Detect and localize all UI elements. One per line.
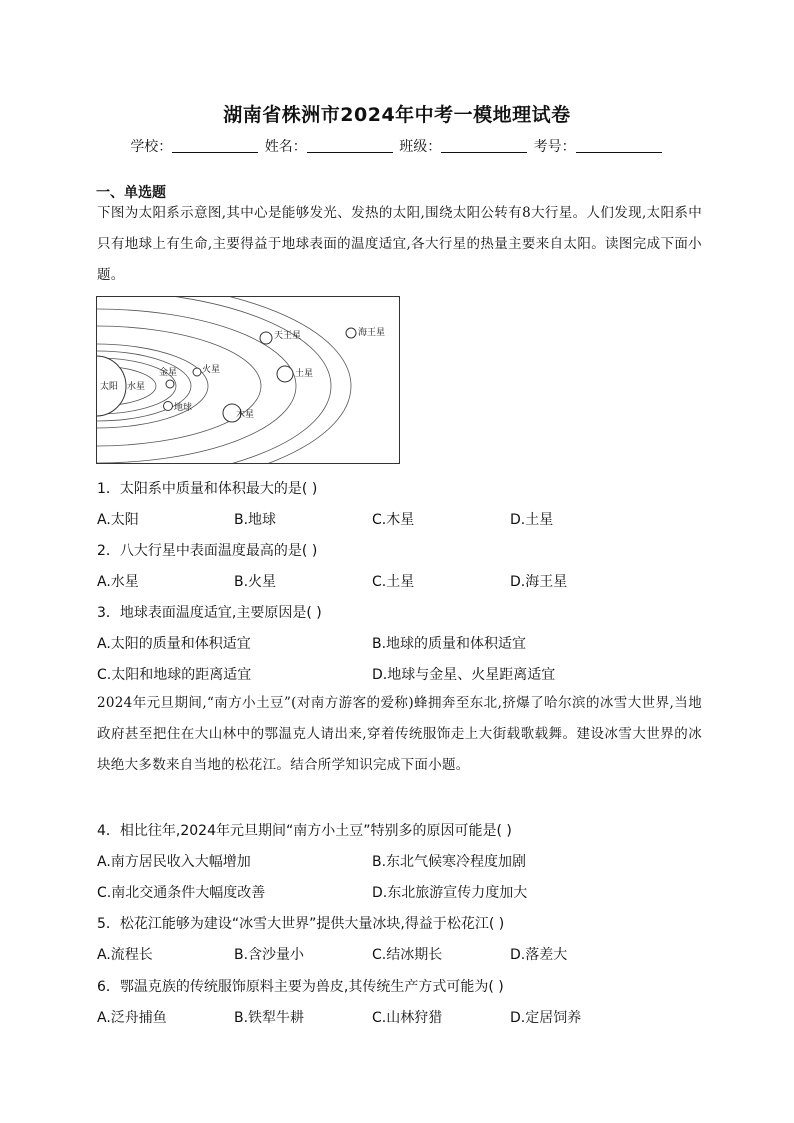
- section-heading: 一、单选题: [96, 185, 166, 201]
- label-uranus: 天王星: [274, 331, 302, 341]
- page-title: 湖南省株洲市2024年中考一模地理试卷: [223, 104, 571, 126]
- label-venus: 金星: [159, 368, 178, 378]
- q4-option-d[interactable]: D.东北旅游宣传力度加大: [372, 885, 528, 901]
- passage-2: 2024年元旦期间,“南方小土豆”(对南方游客的爱称)蜂拥奔至东北,挤爆了哈尔滨的冰雪大世界,当地政府甚至把住在大山林中的鄂温克人请出来,穿着传统服饰走上大街载歌载舞。建设冰雪大世界的冰块绝大多数来自当地的松花江。结合所学知识完成下面小题。: [97, 695, 702, 773]
- class-label: 班级：: [399, 139, 442, 155]
- planet-earth: [164, 402, 173, 411]
- label-saturn: 土星: [295, 369, 314, 379]
- q6-option-c[interactable]: C.山林狩猎: [372, 1010, 443, 1026]
- q3-option-c[interactable]: C.太阳和地球的距离适宜: [97, 667, 252, 683]
- q3-option-d[interactable]: D.地球与金星、火星距离适宜: [372, 667, 556, 683]
- q4-option-b[interactable]: B.东北气候寒冷程度加剧: [372, 854, 527, 870]
- diagram-frame: [97, 297, 400, 464]
- planet-saturn: [277, 366, 293, 382]
- q4-option-c[interactable]: C.南北交通条件大幅度改善: [97, 885, 266, 901]
- class-blank[interactable]: [441, 138, 527, 153]
- solar-system-diagram: [96, 296, 400, 464]
- q2-option-d[interactable]: D.海王星: [510, 574, 568, 590]
- q2-option-c[interactable]: C.土星: [372, 574, 415, 590]
- label-neptune: 海王星: [358, 328, 386, 338]
- q1-option-c[interactable]: C.木星: [372, 512, 415, 528]
- q1-option-a[interactable]: A.太阳: [97, 512, 139, 528]
- school-blank[interactable]: [172, 138, 258, 153]
- student-info-line: [0, 136, 794, 156]
- label-mercury: 水星: [127, 382, 146, 392]
- q5-option-d[interactable]: D.落差大: [510, 947, 568, 963]
- question-3: 3．地球表面温度适宜,主要原因是( ): [97, 605, 322, 621]
- name-label: 姓名：: [264, 139, 307, 155]
- q5-option-a[interactable]: A.流程长: [97, 947, 153, 963]
- planet-venus: [166, 380, 174, 388]
- q6-option-d[interactable]: D.定居饲养: [510, 1010, 582, 1026]
- school-label: 学校：: [130, 139, 173, 155]
- question-4: 4．相比往年,2024年元旦期间“南方小土豆”特别多的原因可能是( ): [97, 823, 512, 839]
- question-2: 2．八大行星中表面温度最高的是( ): [97, 543, 318, 559]
- q4-option-a[interactable]: A.南方居民收入大幅增加: [97, 854, 251, 870]
- q1-option-b[interactable]: B.地球: [234, 512, 277, 528]
- question-6: 6．鄂温克族的传统服饰原料主要为兽皮,其传统生产方式可能为( ): [97, 979, 504, 995]
- q1-option-d[interactable]: D.土星: [510, 512, 554, 528]
- number-blank[interactable]: [576, 138, 662, 153]
- planet-mars: [193, 368, 201, 376]
- q5-option-b[interactable]: B.含沙量小: [234, 947, 305, 963]
- number-label: 考号：: [533, 139, 576, 155]
- passage-1: 下图为太阳系示意图,其中心是能够发光、发热的太阳,围绕太阳公转有8大行星。人们发现,太阳系中只有地球上有生命,主要得益于地球表面的温度适宜,各大行星的热量主要来自太阳。读图完成下面小题。: [97, 205, 702, 283]
- planet-neptune: [346, 328, 356, 338]
- q5-option-c[interactable]: C.结冰期长: [372, 947, 443, 963]
- q3-option-a[interactable]: A.太阳的质量和体积适宜: [97, 636, 251, 652]
- q6-option-b[interactable]: B.铁犁牛耕: [234, 1010, 305, 1026]
- name-blank[interactable]: [307, 138, 393, 153]
- q6-option-a[interactable]: A.泛舟捕鱼: [97, 1010, 167, 1026]
- q2-option-a[interactable]: A.水星: [97, 574, 139, 590]
- label-sun: 太阳: [100, 382, 119, 392]
- planet-uranus: [260, 332, 272, 344]
- question-5: 5．松花江能够为建设“冰雪大世界”提供大量冰块,得益于松花江( ): [97, 916, 505, 932]
- label-jupiter: 木星: [236, 410, 255, 420]
- label-earth: 地球: [174, 403, 193, 413]
- question-1: 1．太阳系中质量和体积最大的是( ): [97, 481, 318, 497]
- q3-option-b[interactable]: B.地球的质量和体积适宜: [372, 636, 527, 652]
- q2-option-b[interactable]: B.火星: [234, 574, 277, 590]
- label-mars: 火星: [202, 365, 221, 375]
